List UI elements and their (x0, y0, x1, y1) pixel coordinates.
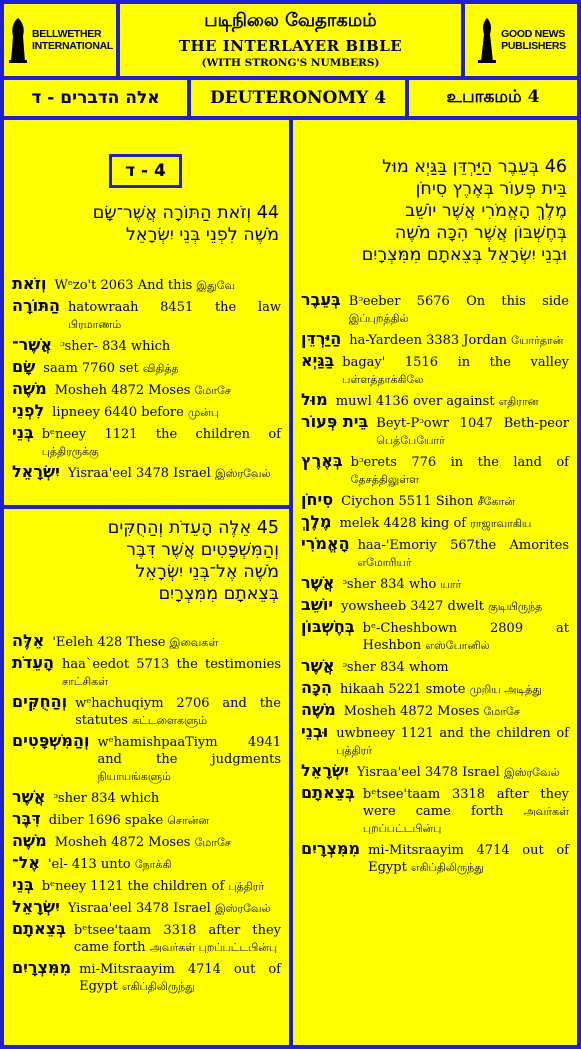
word-gloss (49, 812, 281, 829)
hebrew-word: וְהַמִּשְׁפָּטִים (12, 731, 90, 750)
gloss-english: 'Eeleh 428 These (52, 635, 166, 650)
gloss-english: wᵉhachuqiym 2706 and the statutes (75, 696, 281, 728)
gloss-english: 'el- 413 unto (47, 857, 131, 872)
gloss-english: hikaah 5221 smote (340, 682, 466, 697)
word-entry (4, 919, 289, 956)
gloss-tamil: அவர்கள் புறப்பட்டபின்பு (362, 805, 569, 835)
hebrew-word: הַתּוֹרָה (12, 296, 61, 315)
gloss-english: melek 4428 king of (339, 516, 467, 531)
hebrew-word: יוֹשֵׁב (301, 595, 334, 614)
hebrew-word: מֹשֶׁה (12, 379, 47, 398)
gloss-tamil: எகிப்திலிருந்து (121, 980, 195, 993)
hebrew-word: מִמִּצְרָיִם (12, 958, 72, 977)
word-entry (293, 490, 577, 510)
word-entry (293, 700, 577, 720)
gloss-tamil: கட்டளைகளும் (132, 714, 208, 727)
word-entry (293, 656, 577, 676)
gloss-english: yowsheeb 3427 dwelt (341, 599, 485, 614)
hebrew-verse-line: 44 וְזֹאת הַתּוֹרָה אֲשֶׁר־שָׂם (92, 203, 279, 223)
book-title-text: DEUTERONOMY 4 (209, 88, 387, 108)
word-gloss (43, 360, 281, 377)
word-gloss (344, 703, 569, 720)
gloss-tamil: புத்திரருக்கு (41, 445, 99, 458)
gloss-english: bᵉneey 1121 the children of (41, 427, 281, 442)
gloss-tamil: எதிரான (498, 395, 539, 408)
gloss-english: Yisraa'eel 3478 Israel (67, 466, 211, 481)
word-entry (4, 296, 289, 333)
word-gloss (336, 393, 569, 410)
gloss-tamil: யார் (440, 578, 462, 591)
gloss-tamil: பெத்பேயோர் (376, 434, 445, 447)
gloss-english: ᵓsher 834 who (342, 577, 437, 592)
word-gloss (55, 382, 281, 399)
tamil-book-text: உபாகமம் 4 (446, 87, 540, 107)
word-gloss (342, 576, 569, 593)
word-gloss (349, 293, 569, 327)
hebrew-word: אֶל־ (12, 853, 40, 872)
word-gloss (68, 299, 281, 333)
word-gloss (55, 834, 281, 851)
gloss-tamil: சொன்ன (167, 814, 210, 827)
gloss-tamil: இதுவே (196, 279, 236, 292)
word-entry (4, 274, 289, 294)
gloss-english: saam 7760 set (43, 361, 139, 376)
word-entry (4, 631, 289, 651)
gloss-tamil: நோக்கி (134, 858, 172, 871)
word-gloss (342, 659, 569, 676)
good-news-emblem (476, 16, 566, 64)
hebrew-word: הַיַּרְדֵּן (301, 329, 342, 348)
word-gloss (368, 842, 569, 876)
hebrew-word: אֲשֶׁר־ (12, 335, 53, 354)
word-entry (293, 722, 577, 759)
word-entry (293, 595, 577, 615)
gloss-english: Mosheh 4872 Moses (54, 383, 191, 398)
gloss-tamil: முன்பு (187, 406, 220, 419)
hebrew-verse-line: מֹשֶׁה אֶל־בְּנֵי יִשְׂרָאֵל (135, 562, 279, 582)
word-gloss (97, 734, 281, 785)
logo-line1: GOOD NEWS (501, 28, 565, 40)
hebrew-word: אֵלֶּה (12, 631, 45, 650)
word-entry (293, 761, 577, 781)
gloss-tamil: இஸ்ரவேல் (214, 902, 271, 915)
gloss-english: bagay' 1516 in the valley (342, 355, 569, 370)
gloss-tamil: இப்புறத்தில் (348, 312, 409, 325)
word-gloss (68, 465, 281, 482)
word-entry (293, 329, 577, 349)
gloss-english: muwl 4136 over against (335, 394, 495, 409)
word-entry (4, 692, 289, 729)
word-gloss (52, 404, 281, 421)
hebrew-word: בְּאֶרֶץ (301, 451, 343, 470)
word-entry (293, 512, 577, 532)
word-gloss (75, 695, 281, 729)
word-entry (4, 462, 289, 482)
gloss-english: bᵉ-Cheshbown 2809 at Heshbon (362, 621, 569, 653)
gloss-english: uwbneey 1121 and the children of (336, 726, 569, 741)
word-entry (293, 351, 577, 388)
gloss-tamil: பிரமாணம் (68, 318, 122, 331)
hebrew-verse-line: בְּצֵאתָם מִמִּצְרָיִם (158, 584, 279, 604)
hebrew-word: הָאֱמֹרִי (301, 534, 350, 553)
hebrew-verse-line: 46 בְּעֵבֶר הַיַּרְדֵּן בַּגַּיְא מוּל (382, 157, 567, 177)
gloss-tamil: அவர்கள் புறப்பட்டபின்பு (149, 941, 278, 954)
hebrew-word: וּבְנֵי (301, 722, 329, 741)
word-gloss (363, 786, 569, 837)
logo-line1: BELLWETHER (31, 28, 102, 40)
word-entry (4, 831, 289, 851)
word-entry (293, 534, 577, 571)
gloss-english: Mosheh 4872 Moses (54, 835, 191, 850)
word-gloss (79, 961, 281, 995)
hebrew-verse-line: בֵּית פְּעוֹר בְּאֶרֶץ סִיחֹן (415, 179, 567, 199)
gloss-english: haa-'Emoriy 567the Amorites (357, 538, 569, 553)
gloss-english: wᵉhamishpaaTiym 4941 and the judgments (97, 735, 281, 767)
word-entry (4, 423, 289, 460)
hebrew-word: דִּבֶּר (12, 809, 41, 828)
gloss-tamil: இவைகள் (169, 636, 219, 649)
hebrew-word: הִכָּה (301, 678, 333, 697)
word-gloss (54, 277, 281, 294)
word-gloss (340, 515, 570, 532)
hebrew-word: בְּחֶשְׁבּוֹן (301, 617, 355, 636)
hebrew-verse-line: וּבְנֵי יִשְׂרָאֵל בְּצֵאתָם מִמִּצְרָיִם (361, 245, 567, 265)
hebrew-word: יִשְׂרָאֵל (12, 897, 60, 916)
gloss-tamil: மோசே (483, 705, 520, 718)
gloss-english: mi-Mitsraayim 4714 out of Egypt (79, 962, 281, 994)
word-entry (4, 357, 289, 377)
gloss-tamil: புத்திரர் (336, 744, 373, 757)
hebrew-book-title (4, 80, 187, 116)
word-gloss (340, 681, 569, 698)
word-gloss (376, 415, 569, 449)
word-gloss (341, 598, 569, 615)
hebrew-verse-line: 45 אֵלֶּה הָעֵדֹת וְהַחֻקִּים (107, 518, 279, 538)
word-gloss (48, 856, 281, 873)
word-entry (293, 617, 577, 654)
hebrew-word: הָעֵדֹת (12, 653, 54, 672)
gloss-tamil: மோசே (194, 384, 231, 397)
hebrew-word: מֶלֶךְ (301, 512, 332, 531)
word-gloss (62, 656, 281, 690)
gloss-tamil: எமோரியர் (357, 556, 412, 569)
gloss-english: Bᵓeeber 5676 On this side (348, 294, 569, 309)
right-panel (293, 120, 577, 1045)
gloss-tamil: தேசத்திலுள்ள (350, 473, 420, 486)
word-gloss (358, 537, 569, 571)
gloss-english: Beyt-Pᵓowr 1047 Beth-peor (376, 416, 569, 431)
word-gloss (42, 878, 281, 895)
word-entry (4, 787, 289, 807)
statue-figure-icon (476, 16, 498, 64)
hebrew-word: אֲשֶׁר (301, 656, 335, 675)
gloss-english: ᵓsher 834 which (53, 791, 160, 806)
hebrew-word: בְּנֵי (12, 423, 34, 442)
word-gloss (74, 922, 281, 956)
title-subtitle: (WITH STRONG'S NUMBERS) (201, 57, 380, 69)
verse-46 (293, 156, 577, 266)
title-main: THE INTERLAYER BIBLE (178, 37, 403, 55)
hebrew-word: בַּגַּיְא (301, 351, 335, 370)
hebrew-word: שָׂם (12, 357, 36, 376)
bellwether-emblem (7, 16, 113, 64)
hebrew-word: לִפְנֵי (12, 401, 45, 420)
word-list (4, 631, 289, 995)
word-entry (4, 809, 289, 829)
hebrew-word: וְזֹאת (12, 274, 47, 293)
gloss-tamil: பள்ளத்தாக்கிலே (342, 373, 424, 386)
word-gloss (341, 493, 569, 510)
chapter-badge-text: 4 - ד (125, 161, 166, 181)
gloss-tamil: சாட்சிகள் (61, 675, 109, 688)
chapter-badge (109, 154, 182, 188)
hebrew-word: בֵּית פְּעוֹר (301, 412, 369, 431)
left-bottom-panel (4, 509, 289, 1045)
gloss-english: hatowraah 8451 the law (68, 300, 281, 315)
word-gloss (351, 454, 569, 488)
hebrew-word: יִשְׂרָאֵל (301, 761, 349, 780)
word-gloss (42, 426, 281, 460)
hebrew-verse-line: בְּחֶשְׁבּוֹן אֲשֶׁר הִכָּה מֹשֶׁה (394, 223, 567, 243)
title-block (120, 4, 461, 76)
word-entry (293, 290, 577, 327)
word-gloss (342, 354, 569, 388)
gloss-english: haa`eedot 5713 the testimonies (61, 657, 281, 672)
hebrew-word: אֲשֶׁר (301, 573, 335, 592)
gloss-tamil: யோர்தான் (511, 334, 564, 347)
left-top-panel (4, 120, 289, 505)
word-gloss (68, 900, 281, 917)
gloss-english: Mosheh 4872 Moses (343, 704, 480, 719)
gloss-tamil: குடியிருந்த (488, 600, 543, 613)
hebrew-verse-line: מֹשֶׁה לִפְנֵי בְּנֵי יִשְׂרָאֵל (125, 225, 279, 245)
hebrew-word: בְּעֵבֶר (301, 290, 341, 309)
gloss-english: Wᵉzo't 2063 And this (54, 278, 193, 293)
hebrew-verse-line: מֶלֶךְ הָאֱמֹרִי אֲשֶׁר יוֹשֵׁב (405, 201, 567, 221)
gloss-english: Ciychon 5511 Sihon (341, 494, 474, 509)
gloss-tamil: மோசே (194, 836, 231, 849)
word-entry (293, 839, 577, 876)
title-tamil: படிநிலை வேதாகமம் (204, 10, 377, 31)
word-entry (4, 853, 289, 873)
word-entry (4, 731, 289, 785)
word-gloss (60, 338, 281, 355)
word-entry (293, 783, 577, 837)
hebrew-word: סִיחֹן (301, 490, 334, 509)
word-entry (293, 451, 577, 488)
word-entry (293, 678, 577, 698)
good-news-logo (465, 4, 577, 76)
word-entry (293, 412, 577, 449)
hebrew-book-text: אלה הדברים - ד (31, 88, 160, 108)
gloss-english: bᵉtsee'taam 3318 after they came forth (73, 923, 281, 955)
logo-line2: INTERNATIONAL (31, 40, 114, 52)
word-entry (293, 390, 577, 410)
gloss-english: ᵓsher 834 whom (342, 660, 449, 675)
bellwether-logo (4, 4, 116, 76)
book-title (191, 80, 405, 116)
word-entry (4, 401, 289, 421)
word-entry (4, 379, 289, 399)
logo-line2: PUBLISHERS (501, 40, 566, 52)
hebrew-word: בְּצֵאתָם (301, 783, 355, 802)
gloss-english: Yisraa'eel 3478 Israel (67, 901, 211, 916)
gloss-english: ᵓsher- 834 which (60, 339, 171, 354)
word-entry (4, 335, 289, 355)
word-gloss (52, 634, 281, 651)
word-gloss (357, 764, 569, 781)
hebrew-word: מֹשֶׁה (301, 700, 336, 719)
gloss-english: bᵉtsee'taam 3318 after they were came forth (362, 787, 569, 819)
gloss-tamil: விதித்த (142, 362, 179, 375)
gloss-english: lipneey 6440 before (52, 405, 184, 420)
word-gloss (53, 790, 281, 807)
ram-figure-icon (7, 16, 29, 64)
word-list (4, 274, 289, 482)
gloss-tamil: ராஜாவாகிய (470, 517, 532, 530)
gloss-tamil: நியாயங்களும் (97, 770, 171, 783)
gloss-tamil: இஸ்ரவேல் (214, 467, 271, 480)
gloss-english: bᵓerets 776 in the land of (350, 455, 569, 470)
word-entry (4, 875, 289, 895)
word-list (293, 290, 577, 876)
gloss-tamil: முறிய அடித்து (469, 683, 542, 696)
hebrew-word: מוּל (301, 390, 328, 409)
word-gloss (349, 332, 569, 349)
word-entry (4, 958, 289, 995)
gloss-tamil: எகிப்திலிருந்து (410, 861, 484, 874)
hebrew-word: מִמִּצְרָיִם (301, 839, 361, 858)
hebrew-word: וְהַחֻקִּים (12, 692, 68, 711)
verse-45 (4, 517, 289, 605)
gloss-english: bᵉneey 1121 the children of (41, 879, 225, 894)
word-gloss (363, 620, 569, 654)
gloss-english: mi-Mitsraayim 4714 out of Egypt (368, 843, 569, 875)
gloss-tamil: சீகோன் (477, 495, 515, 508)
word-gloss (336, 725, 569, 759)
word-entry (4, 897, 289, 917)
gloss-english: ha-Yardeen 3383 Jordan (349, 333, 507, 348)
hebrew-word: מֹשֶׁה (12, 831, 47, 850)
hebrew-word: בְּנֵי (12, 875, 34, 894)
gloss-english: Yisraa'eel 3478 Israel (356, 765, 500, 780)
gloss-english: diber 1696 spake (48, 813, 164, 828)
hebrew-word: יִשְׂרָאֵל (12, 462, 60, 481)
word-entry (4, 653, 289, 690)
word-entry (293, 573, 577, 593)
hebrew-verse-line: וְהַמִּשְׁפָּטִים אֲשֶׁר דִּבֶּר (126, 540, 279, 560)
verse-44 (4, 202, 289, 246)
gloss-tamil: இஸ்ரவேல் (503, 766, 560, 779)
tamil-book-title (409, 80, 577, 116)
gloss-tamil: புத்திரர் (228, 880, 265, 893)
hebrew-word: אֲשֶׁר (12, 787, 46, 806)
gloss-tamil: எஸ்போனில் (425, 639, 490, 652)
hebrew-word: בְּצֵאתָם (12, 919, 66, 938)
